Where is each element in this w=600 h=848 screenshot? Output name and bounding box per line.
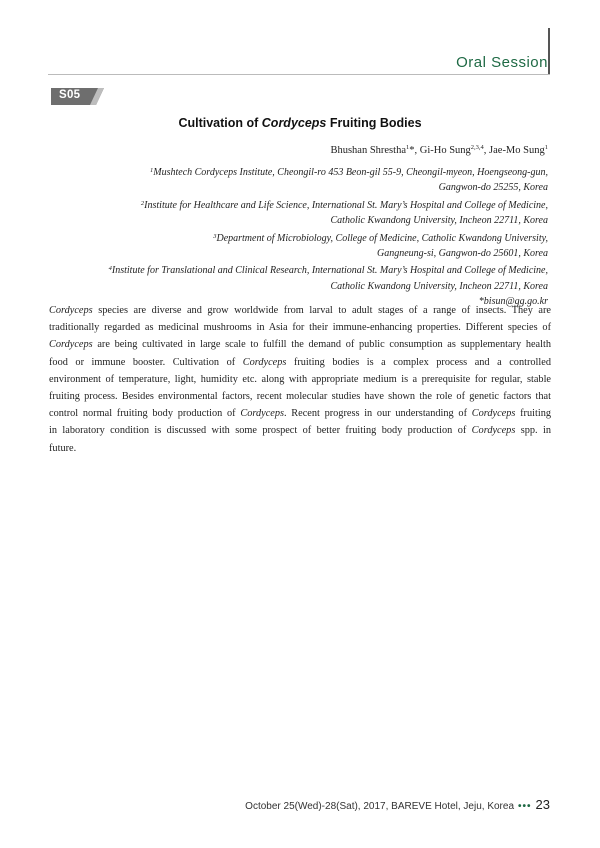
abstract-text: food or immune booster. Cultivation of: [49, 356, 243, 368]
abstract-text: environment of temperature, light, humidity etc. along with appropriate medium is a prerequisite for regular, stable: [49, 373, 551, 385]
abstract-line: [49, 371, 551, 388]
author-name: Gi-Ho Sung: [419, 145, 471, 156]
affiliation-line: Catholic Kwandong University, Incheon 22711, Korea: [330, 215, 548, 227]
species-name: Cordyceps: [471, 408, 516, 420]
affiliation-number: 2: [140, 199, 145, 207]
affiliation-number: 3: [213, 232, 217, 240]
affiliation-number: 4: [108, 265, 112, 273]
abstract-text: future.: [49, 442, 77, 454]
author-list: [330, 144, 548, 156]
title-text-italic: Cordyceps: [261, 116, 327, 130]
title-text-after: Fruiting Bodies: [326, 116, 422, 130]
species-name: Cordyceps: [49, 305, 93, 316]
affiliation-line: [48, 229, 548, 246]
affiliation-text: Department of Microbiology, College of Medicine, Catholic Kwandong University,: [216, 232, 548, 244]
abstract-line: [49, 388, 551, 405]
abstract-text: species are diverse and grow worldwide from larval to adult stages of a range of insects. They are: [92, 305, 551, 316]
abstract-text: control normal fruiting body production of: [49, 408, 241, 420]
author-name: Jae-Mo Sung: [489, 145, 545, 156]
abstract-line: [49, 405, 551, 422]
abstract-text: fruiting bodies is a complex process and a controlled: [286, 356, 551, 368]
page-number: 23: [535, 797, 550, 812]
author-name: Bhushan Shrestha: [330, 145, 406, 156]
header-divider: [48, 74, 550, 75]
title-text-before: Cultivation of: [178, 116, 262, 130]
abstract-line: [49, 336, 551, 353]
author-affiliation-sup: 2,3,4: [470, 144, 484, 151]
abstract-body: [49, 302, 551, 457]
abstract-line: [49, 302, 551, 319]
affiliation-line: Catholic Kwandong University, Incheon 22711, Korea: [330, 280, 548, 292]
affiliation-text: Mushtech Cordyceps Institute, Cheongil-ro 453 Beon-gil 55-9, Cheongil-myeon, Hoengseong-gun,: [153, 167, 548, 178]
species-name: Cordyceps: [240, 408, 284, 420]
abstract-text: . Recent progress in our understanding of: [283, 408, 472, 420]
author-separator: ,: [483, 145, 490, 156]
paper-title: [0, 116, 600, 130]
author-affiliation-sup: 1: [405, 144, 410, 151]
abstract-text: fruiting process. Besides environmental factors, recent molecular studies have shown the role of genetic factors that: [49, 391, 551, 403]
abstract-text: in laboratory condition is discussed with some prospect of better fruiting body production of: [49, 425, 472, 437]
footer-dots: •••: [518, 801, 532, 812]
species-name: Cordyceps: [49, 339, 93, 351]
affiliation-list: [48, 163, 548, 310]
affiliation-line: [48, 163, 548, 180]
abstract-text: are being cultivated in large scale to fulfill the demand of public consumption as supplementary health: [92, 339, 551, 351]
corresponding-email: *bisun@gg.go.kr: [478, 296, 548, 308]
affiliation-line: [48, 196, 548, 213]
abstract-line: [49, 440, 551, 457]
abstract-line: [49, 319, 551, 336]
affiliation-line: Gangwon-do 25255, Korea: [438, 182, 548, 194]
header-vertical-rule: [548, 28, 550, 74]
author-affiliation-sup: 1: [544, 144, 548, 151]
corresponding-mark: *: [409, 145, 415, 156]
session-label: Oral Session: [456, 54, 548, 71]
affiliation-line: [48, 261, 548, 278]
footer-event-text: October 25(Wed)-28(Sat), 2017, BAREVE Hotel, Jeju, Korea: [245, 801, 515, 812]
abstract-text: spp. in: [515, 425, 552, 437]
affiliation-number: 1: [150, 167, 154, 174]
abstract-text: traditionally regarded as medicinal mushrooms in Asia for their immune-enhancing properties. Different species of: [49, 322, 551, 334]
abstract-line: [49, 354, 551, 371]
page-footer: [245, 797, 550, 812]
species-name: Cordyceps: [471, 425, 516, 437]
author-separator: ,: [414, 145, 420, 156]
abstract-text: fruiting: [515, 408, 551, 420]
abstract-line: [49, 422, 551, 439]
species-name: Cordyceps: [242, 356, 287, 368]
affiliation-text: Institute for Translational and Clinical Research, International St. Mary’s Hospital and College of Medicine,: [111, 265, 548, 277]
session-badge-label: S05: [59, 89, 81, 101]
affiliation-line: Gangneung-si, Gangwon-do 25601, Korea: [376, 248, 548, 260]
affiliation-text: Institute for Healthcare and Life Science, International St. Mary’s Hospital and College of Medicine,: [144, 199, 548, 211]
